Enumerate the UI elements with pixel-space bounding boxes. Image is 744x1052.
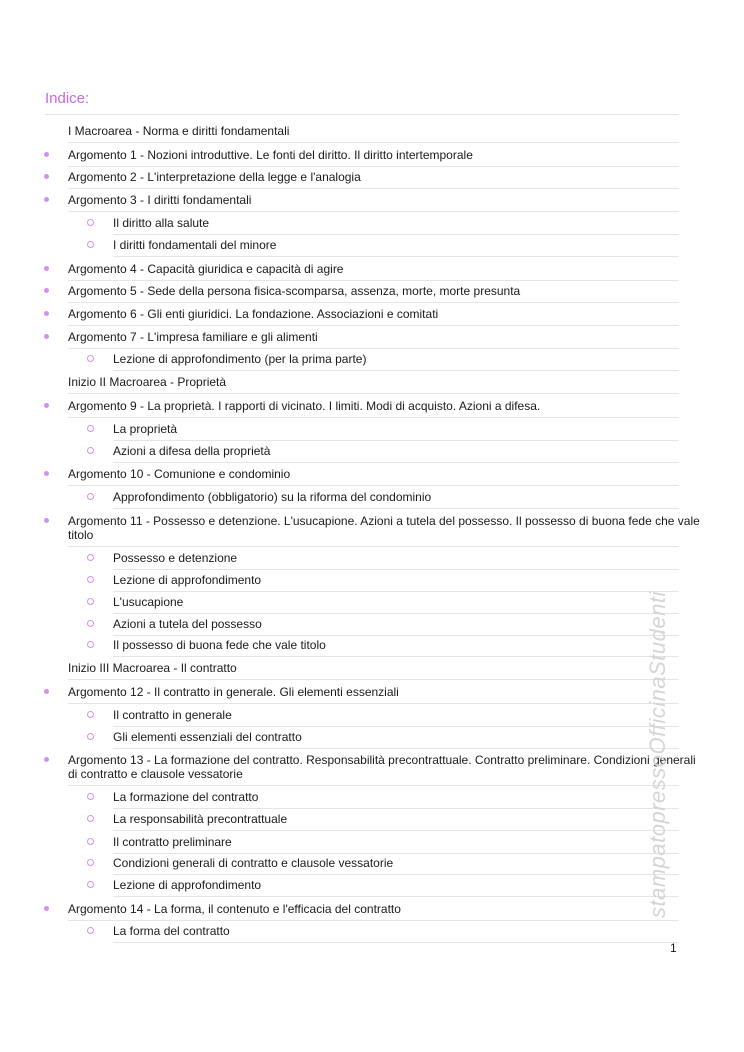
toc-entry-text: Condizioni generali di contratto e clausole vessatorie bbox=[113, 856, 394, 870]
entry-divider bbox=[68, 280, 679, 281]
entry-divider bbox=[113, 726, 679, 727]
toc-entry-text: Argomento 5 - Sede della persona fisica-scomparsa, assenza, morte, morte presunta bbox=[68, 284, 521, 298]
hollow-bullet-icon bbox=[87, 576, 94, 583]
bullet-icon bbox=[44, 334, 49, 339]
bullet-icon bbox=[44, 288, 49, 293]
entry-divider bbox=[68, 211, 679, 212]
toc-entry-text: Inizio III Macroarea - Il contratto bbox=[68, 661, 237, 675]
hollow-bullet-icon bbox=[87, 838, 94, 845]
hollow-bullet-icon bbox=[87, 493, 94, 500]
hollow-bullet-icon bbox=[87, 425, 94, 432]
entry-divider bbox=[113, 591, 679, 592]
toc-entry-text: Lezione di approfondimento (per la prima parte) bbox=[113, 352, 367, 366]
toc-entry-text: Argomento 4 - Capacità giuridica e capacità di agire bbox=[68, 262, 344, 276]
entry-divider bbox=[68, 546, 679, 547]
entry-divider bbox=[113, 635, 679, 636]
entry-divider bbox=[113, 234, 679, 235]
toc-entry-text: Argomento 10 - Comunione e condominio bbox=[68, 467, 291, 481]
hollow-bullet-icon bbox=[87, 641, 94, 648]
toc-entry-text: La forma del contratto bbox=[113, 924, 230, 938]
hollow-bullet-icon bbox=[87, 598, 94, 605]
toc-entry-text: Inizio II Macroarea - Proprietà bbox=[68, 375, 227, 389]
hollow-bullet-icon bbox=[87, 733, 94, 740]
entry-divider bbox=[113, 853, 679, 854]
bullet-icon bbox=[44, 689, 49, 694]
toc-entry-text: La formazione del contratto bbox=[113, 790, 259, 804]
watermark: stampatopressoOfficinaStudenti bbox=[645, 591, 670, 918]
toc-entry-text: Argomento 12 - Il contratto in generale. Gli elementi essenziali bbox=[68, 685, 399, 699]
entry-divider bbox=[68, 348, 679, 349]
toc-entry-text: Azioni a difesa della proprietà bbox=[113, 444, 271, 458]
toc-entry-text: Argomento 3 - I diritti fondamentali bbox=[68, 193, 252, 207]
entry-divider bbox=[113, 569, 679, 570]
entry-divider bbox=[68, 679, 679, 680]
entry-divider bbox=[68, 325, 679, 326]
entry-divider bbox=[68, 188, 679, 189]
toc-entry-text: Argomento 7 - L'impresa familiare e gli alimenti bbox=[68, 330, 318, 344]
toc-entry-text: Possesso e detenzione bbox=[113, 551, 238, 565]
hollow-bullet-icon bbox=[87, 355, 94, 362]
entry-divider bbox=[113, 508, 679, 509]
toc-entry-text: Argomento 11 - Possesso e detenzione. L'usucapione. Azioni a tutela del possesso. Il possesso di buona fede che vale titolo bbox=[68, 514, 700, 542]
toc-entry-text: Il diritto alla salute bbox=[113, 216, 210, 230]
toc-entry-text: L'usucapione bbox=[113, 595, 184, 609]
entry-divider bbox=[113, 370, 679, 371]
toc-entry-text: Argomento 14 - La forma, il contenuto e l'efficacia del contratto bbox=[68, 902, 401, 916]
bullet-icon bbox=[44, 197, 49, 202]
toc-entry-text: Gli elementi essenziali del contratto bbox=[113, 730, 302, 744]
toc-entry-text: Il contratto preliminare bbox=[113, 835, 232, 849]
entry-divider bbox=[68, 920, 679, 921]
entry-divider bbox=[113, 462, 679, 463]
entry-divider bbox=[113, 830, 679, 831]
bullet-icon bbox=[44, 266, 49, 271]
toc-entry-text: I Macroarea - Norma e diritti fondamentali bbox=[68, 124, 290, 138]
bullet-icon bbox=[44, 311, 49, 316]
heading-divider bbox=[45, 114, 679, 115]
toc-entry-text: Il possesso di buona fede che vale titolo bbox=[113, 638, 326, 652]
toc-entry-text: Il contratto in generale bbox=[113, 708, 232, 722]
entry-divider bbox=[68, 302, 679, 303]
hollow-bullet-icon bbox=[87, 447, 94, 454]
entry-divider bbox=[113, 808, 679, 809]
page-number: 1 bbox=[670, 941, 677, 955]
bullet-icon bbox=[44, 906, 49, 911]
toc-entry-text: Argomento 13 - La formazione del contratto. Responsabilità precontrattuale. Contratto preliminare. Condizioni generali di contratto e clausole vessatorie bbox=[68, 753, 696, 781]
hollow-bullet-icon bbox=[87, 711, 94, 718]
hollow-bullet-icon bbox=[87, 241, 94, 248]
toc-entry-text: Argomento 9 - La proprietà. I rapporti di vicinato. I limiti. Modi di acquisto. Azioni a difesa. bbox=[68, 399, 541, 413]
hollow-bullet-icon bbox=[87, 793, 94, 800]
toc-entry-text: Azioni a tutela del possesso bbox=[113, 617, 262, 631]
entry-divider bbox=[113, 874, 679, 875]
toc-entry-text: Argomento 1 - Nozioni introduttive. Le fonti del diritto. Il diritto intertemporale bbox=[68, 148, 473, 162]
toc-entry-text: Argomento 6 - Gli enti giuridici. La fondazione. Associazioni e comitati bbox=[68, 307, 439, 321]
entry-divider bbox=[68, 166, 679, 167]
toc-entry-text: I diritti fondamentali del minore bbox=[113, 238, 277, 252]
entry-divider bbox=[113, 656, 679, 657]
entry-divider bbox=[68, 703, 679, 704]
entry-divider bbox=[113, 613, 679, 614]
entry-divider bbox=[68, 393, 679, 394]
entry-divider bbox=[113, 440, 679, 441]
entry-divider bbox=[113, 896, 679, 897]
hollow-bullet-icon bbox=[87, 219, 94, 226]
entry-divider bbox=[113, 748, 679, 749]
toc-entry-text: Approfondimento (obbligatorio) su la riforma del condominio bbox=[113, 490, 432, 504]
entry-divider bbox=[68, 485, 679, 486]
toc-entry-text: Lezione di approfondimento bbox=[113, 573, 262, 587]
entry-divider bbox=[68, 785, 679, 786]
entry-divider bbox=[68, 417, 679, 418]
toc-entry-text: La proprietà bbox=[113, 422, 178, 436]
bullet-icon bbox=[44, 471, 49, 476]
bullet-icon bbox=[44, 403, 49, 408]
index-heading: Indice: bbox=[45, 90, 90, 107]
hollow-bullet-icon bbox=[87, 554, 94, 561]
toc-entry-text: La responsabilità precontrattuale bbox=[113, 812, 288, 826]
bullet-icon bbox=[44, 152, 49, 157]
hollow-bullet-icon bbox=[87, 620, 94, 627]
bullet-icon bbox=[44, 174, 49, 179]
entry-divider bbox=[68, 142, 679, 143]
toc-entry-text: Lezione di approfondimento bbox=[113, 878, 262, 892]
hollow-bullet-icon bbox=[87, 881, 94, 888]
hollow-bullet-icon bbox=[87, 927, 94, 934]
hollow-bullet-icon bbox=[87, 859, 94, 866]
hollow-bullet-icon bbox=[87, 815, 94, 822]
bullet-icon bbox=[44, 757, 49, 762]
entry-divider bbox=[113, 942, 679, 943]
toc-entry-text: Argomento 2 - L'interpretazione della legge e l'analogia bbox=[68, 170, 361, 184]
entry-divider bbox=[113, 256, 679, 257]
bullet-icon bbox=[44, 518, 49, 523]
